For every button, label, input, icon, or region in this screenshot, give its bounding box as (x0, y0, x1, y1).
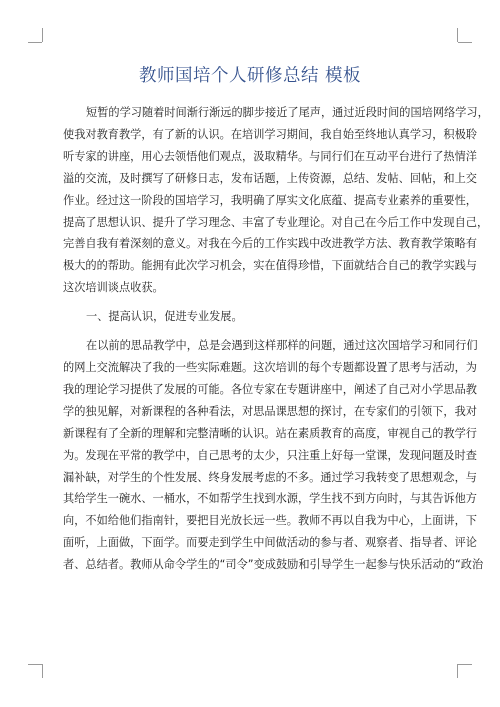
paragraph-line: 这次培训谈点收获。 (63, 281, 164, 295)
crop-mark-top-left-v (42, 28, 43, 42)
paragraph-line: 其给学生一碗水、一桶水，不如帮学生找到水源，学生找不到方向时，与其告诉他方 (63, 492, 477, 506)
crop-mark-bottom-right-v (457, 664, 458, 678)
document-body (63, 102, 489, 576)
paragraph-line: 的网上交流解决了我的一些实际难题。这次培训的每个专题都设置了思考与活动，为 (63, 360, 477, 374)
crop-mark-top-right-v (457, 28, 458, 42)
paragraph-line: 漏补缺，对学生的个性发展、终身发展考虑的不多。通过学习我转变了思想观念，与 (63, 470, 477, 484)
paragraph-line: 完善自我有着深刻的意义。对我在今后的工作实践中改进教学方法、教育教学策略有 (63, 237, 477, 251)
paragraph-line: 新课程有了全新的理解和完整清晰的认识。站在素质教育的高度，审视自己的教学行 (63, 426, 477, 440)
crop-mark-bottom-right-h (458, 664, 472, 665)
crop-mark-bottom-left-h (28, 664, 42, 665)
paragraph-line: 使我对教育教学，有了新的认识。在培训学习期间，我自始至终地认真学习，积极聆 (63, 127, 477, 141)
paragraph-line: 短暂的学习随着时间渐行渐远的脚步接近了尾声，通过近段时间的国培网络学习， (86, 106, 489, 119)
paragraph-line: 为。发现在平常的教学中，自己思考的太少，只注重上好每一堂课，发现问题及时查 (63, 448, 477, 462)
document-title: 教师国培个人研修总结 模板 (138, 66, 362, 86)
paragraph-line: 学的独见解，对新课程的各种看法，对思品课思想的探讨，在专家们的引领下，我对 (63, 404, 477, 418)
paragraph-line: 在以前的思品教学中，总是会遇到这样那样的问题，通过这次国培学习和同行们 (86, 339, 478, 353)
section-heading: 一、提高认识，促进专业发展。 (86, 310, 243, 324)
crop-mark-bottom-left-v (42, 664, 43, 678)
crop-mark-top-left-h (28, 42, 42, 43)
paragraph-line: 我的理论学习提供了发展的可能。各位专家在专题讲座中，阐述了自己对小学思品教 (63, 382, 477, 396)
paragraph-line: 者、总结者。教师从命令学生的“司令”变成鼓励和引导学生一起参与快乐活动的“政治 (63, 558, 484, 572)
paragraph-line: 提高了思想认识、提升了学习理念、丰富了专业理论。对自己在今后工作中发现自己， (63, 215, 489, 229)
paragraph-line: 面听，上面做，下面学。而要走到学生中间做活动的参与者、观察者、指导者、评论 (63, 536, 477, 550)
paragraph-line: 向，不如给他们指南针，要把目光放长远一些。教师不再以自我为中心，上面讲，下 (63, 514, 477, 528)
paragraph-line: 溢的交流，及时撰写了研修日志，发布话题，上传资源，总结、发帖、回帖，和上交 (63, 171, 477, 185)
paragraph-line: 作业。经过这一阶段的国培学习，我明确了厚实文化底蕴、提高专业素养的重要性， (63, 193, 477, 207)
paragraph-line: 极大的的帮助。能拥有此次学习机会，实在值得珍惜，下面就结合自己的教学实践与 (63, 259, 477, 273)
paragraph-line: 听专家的讲座，用心去领悟他们观点，汲取精华。与同行们在互动平台进行了热情洋 (63, 149, 477, 163)
crop-mark-top-right-h (458, 42, 472, 43)
